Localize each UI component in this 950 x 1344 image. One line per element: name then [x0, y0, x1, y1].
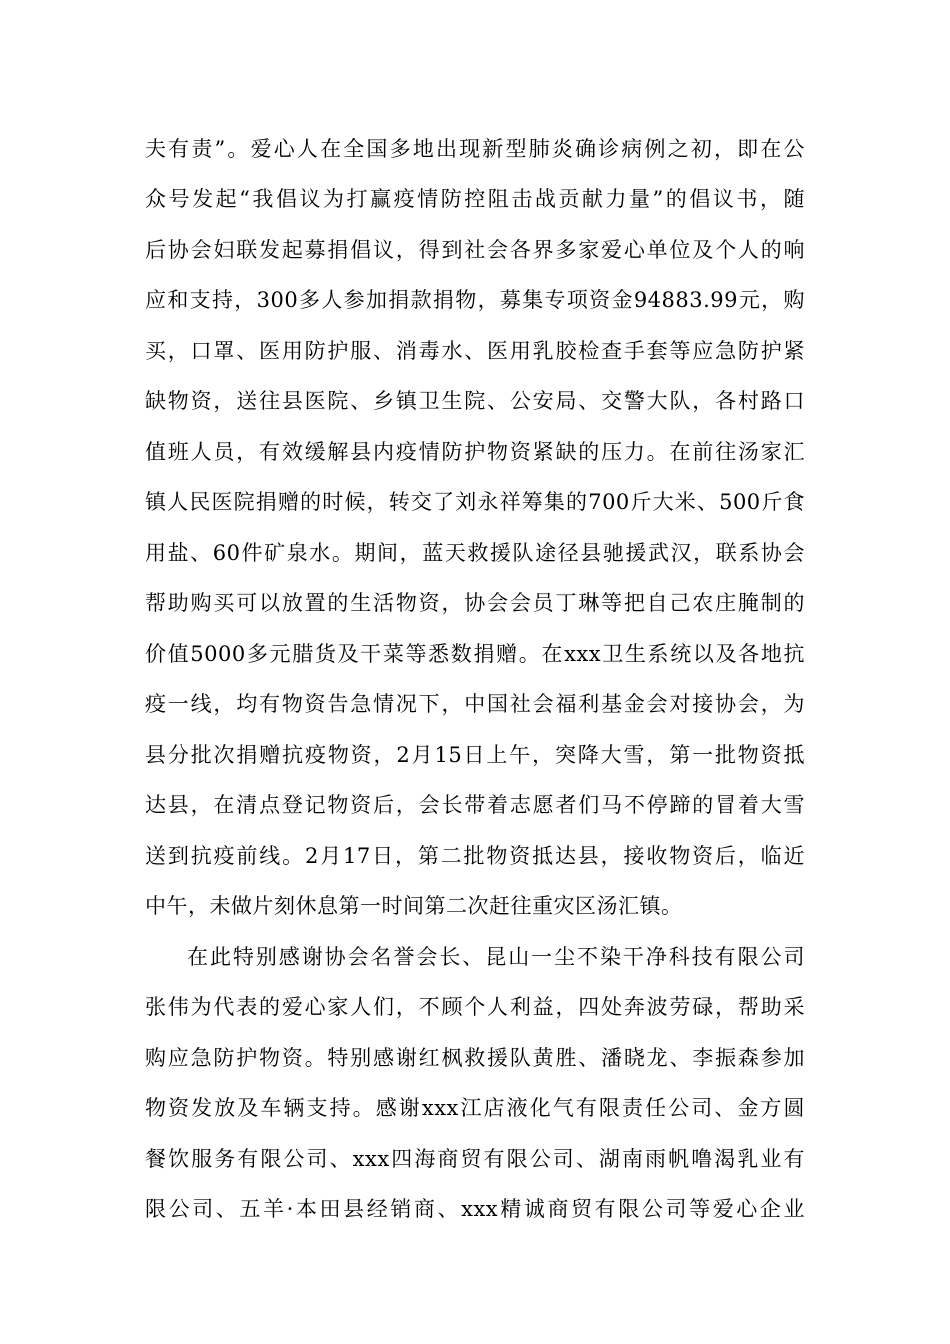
body-text-line: 镇人民医院捐赠的时候，转交了刘永祥筹集的700斤大米、500斤食	[145, 490, 805, 514]
body-text-line: 帮助购买可以放置的生活物资，协会会员丁琳等把自己农庄腌制的	[145, 591, 805, 615]
body-text-line: 物资发放及车辆支持。感谢xxx江店液化气有限责任公司、金方圆	[145, 1096, 805, 1120]
body-text-line: 送到抗疫前线。2月17日，第二批物资抵达县，接收物资后，临近	[145, 844, 805, 868]
body-text-line: 限公司、五羊·本田县经销商、xxx精诚商贸有限公司等爱心企业	[145, 1197, 805, 1221]
body-text-line: 用盐、60件矿泉水。期间，蓝天救援队途径县驰援武汉，联系协会	[145, 541, 805, 565]
body-text-line: 在此特别感谢协会名誉会长、昆山一尘不染干净科技有限公司	[187, 945, 805, 969]
body-text-line: 后协会妇联发起募捐倡议，得到社会各界多家爱心单位及个人的响	[145, 238, 805, 262]
body-text-line: 夫有责”。爱心人在全国多地出现新型肺炎确诊病例之初，即在公	[145, 137, 805, 161]
body-text-line: 餐饮服务有限公司、xxx四海商贸有限公司、湖南雨帆噜渴乳业有	[145, 1147, 805, 1171]
body-text-line: 买，口罩、医用防护服、消毒水、医用乳胶检查手套等应急防护紧	[145, 339, 805, 363]
body-text-line: 达县，在清点登记物资后，会长带着志愿者们马不停蹄的冒着大雪	[145, 793, 805, 817]
body-text-line: 应和支持，300多人参加捐款捐物，募集专项资金94883.99元，购	[145, 288, 805, 312]
body-text-line: 疫一线，均有物资告急情况下，中国社会福利基金会对接协会，为	[145, 692, 805, 716]
body-text-line: 众号发起“我倡议为打赢疫情防控阻击战贡献力量”的倡议书，随	[145, 187, 805, 211]
body-text-line: 张伟为代表的爱心家人们，不顾个人利益，四处奔波劳碌，帮助采	[145, 995, 805, 1019]
body-text-line: 中午，未做片刻休息第一时间第二次赶往重灾区汤汇镇。	[145, 894, 683, 918]
body-text-line: 缺物资，送往县医院、乡镇卫生院、公安局、交警大队，各村路口	[145, 389, 805, 413]
body-text-line: 值班人员，有效缓解县内疫情防护物资紧缺的压力。在前往汤家汇	[145, 440, 805, 464]
body-text-line: 价值5000多元腊货及干菜等悉数捐赠。在xxx卫生系统以及各地抗	[145, 642, 805, 666]
body-text-line: 县分批次捐赠抗疫物资，2月15日上午，突降大雪，第一批物资抵	[145, 743, 805, 767]
body-text-line: 购应急防护物资。特别感谢红枫救援队黄胜、潘晓龙、李振森参加	[145, 1046, 805, 1070]
